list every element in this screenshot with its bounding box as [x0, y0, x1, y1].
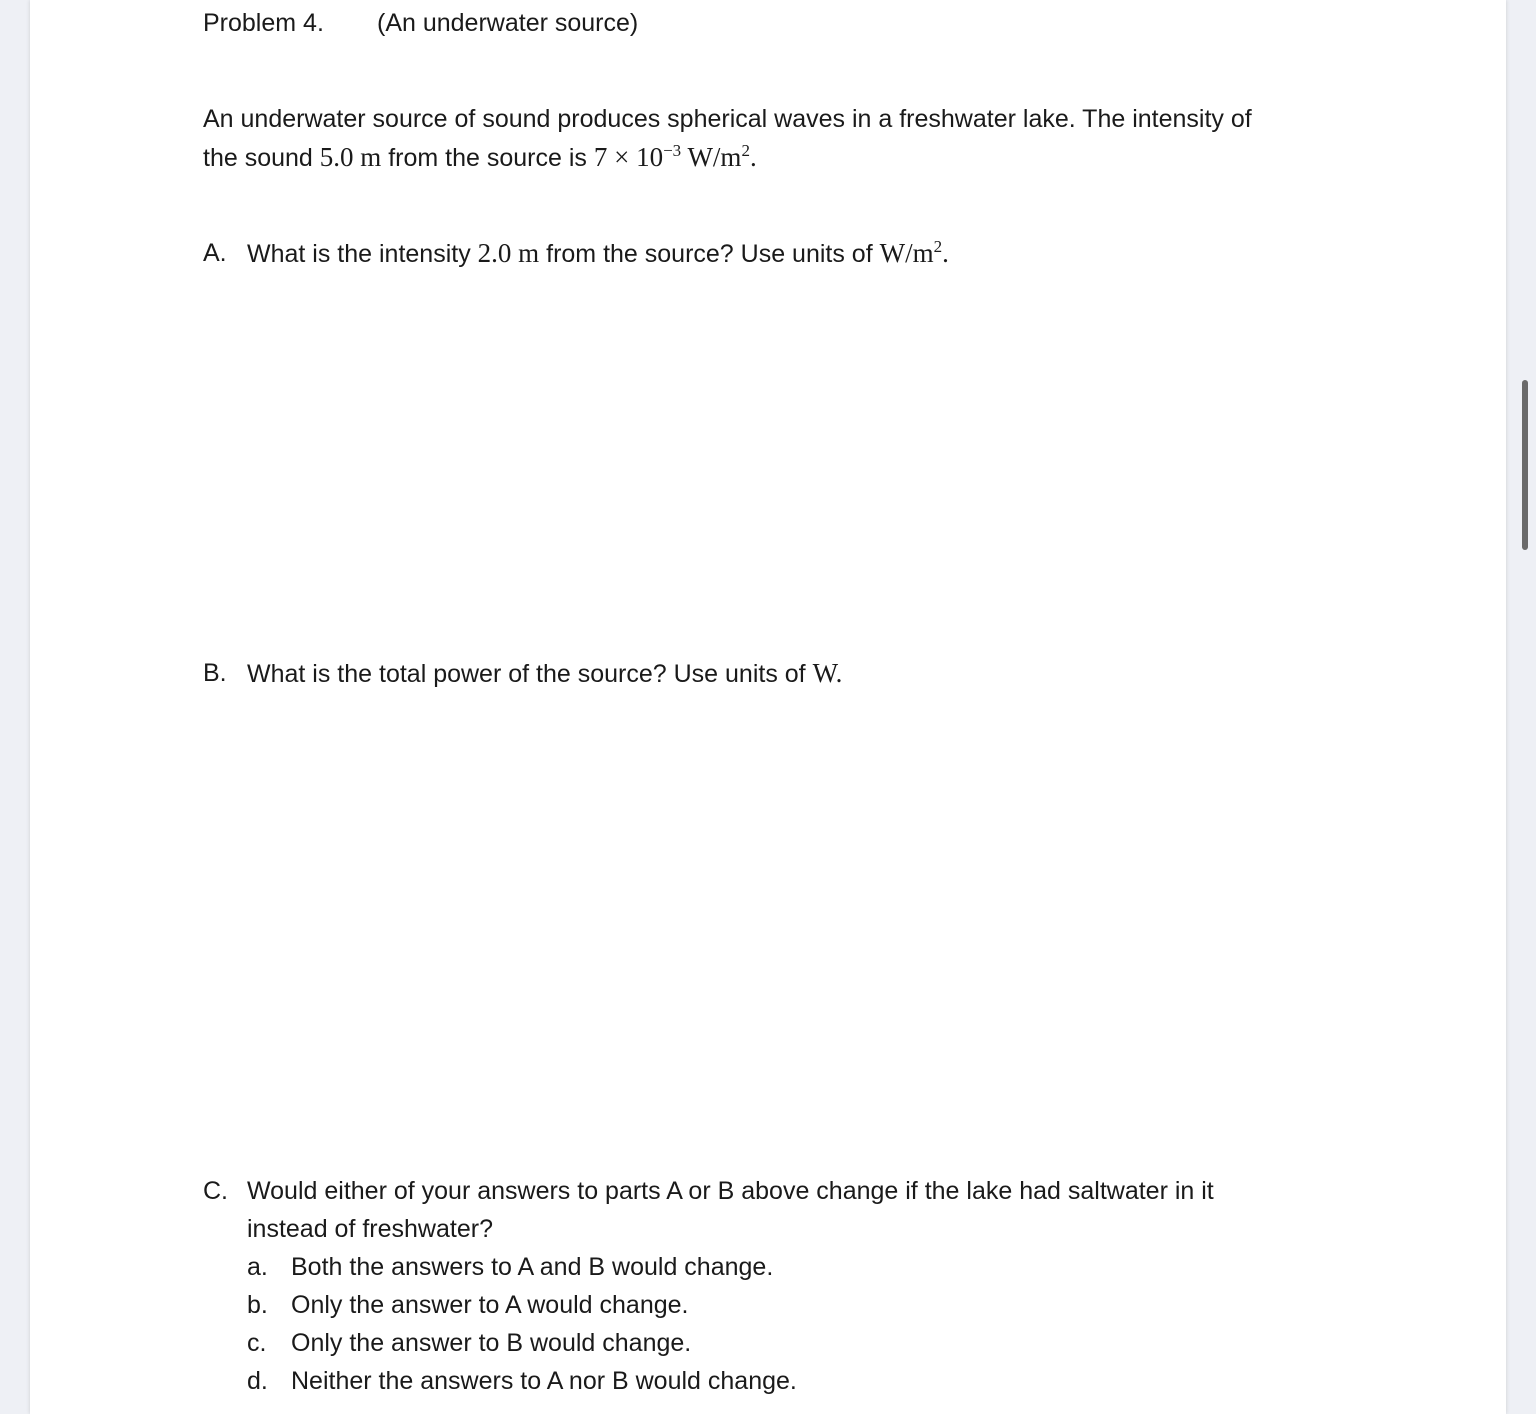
part-a-marker: A. [203, 239, 227, 267]
part-a-text: from the source? Use units of [539, 240, 880, 268]
option-a-text: Both the answers to A and B would change. [291, 1253, 774, 1281]
part-b-unit [813, 658, 843, 688]
part-c-line-2: instead of freshwater? [247, 1215, 493, 1243]
intro-text: from the source is [381, 144, 594, 172]
unit-exponent: 2 [933, 237, 943, 256]
intensity-mantissa: 7 × 10 [593, 142, 664, 172]
intro-distance: 5.0 m [319, 142, 382, 172]
part-a-text: What is the intensity [247, 240, 478, 268]
intensity-unit: W/m [681, 142, 742, 172]
intro-line-2 [203, 142, 757, 173]
problem-title: (An underwater source) [377, 9, 639, 37]
intro-text: the sound [203, 144, 320, 172]
problem-label: Problem 4. [203, 9, 324, 37]
part-b-text: What is the total power of the source? Use units of [247, 660, 813, 688]
option-b-text: Only the answer to A would change. [291, 1291, 689, 1319]
option-c-text: Only the answer to B would change. [291, 1329, 692, 1357]
period: . [942, 238, 949, 268]
part-b-question [247, 658, 842, 689]
document-content [30, 0, 1506, 1414]
option-b-marker: b. [247, 1291, 268, 1319]
intro-line-1: An underwater source of sound produces spherical waves in a freshwater lake. The intensity of [203, 105, 1252, 133]
intro-intensity-value [594, 142, 757, 172]
period: . [835, 658, 843, 688]
part-b-marker: B. [203, 659, 227, 687]
part-c-line-1: Would either of your answers to parts A or B above change if the lake had saltwater in it [247, 1177, 1214, 1205]
unit-text: W [812, 658, 836, 688]
option-d-marker: d. [247, 1367, 268, 1395]
part-a-question [247, 238, 949, 269]
intro-period: . [749, 142, 757, 172]
part-a-distance: 2.0 m [477, 238, 540, 268]
vertical-scrollbar[interactable] [1522, 380, 1528, 550]
option-c-marker: c. [247, 1329, 267, 1357]
document-page [30, 0, 1506, 1414]
part-c-marker: C. [203, 1177, 228, 1205]
unit-text: W/m [879, 238, 934, 268]
option-d-text: Neither the answers to A nor B would change. [291, 1367, 797, 1395]
option-a-marker: a. [247, 1253, 268, 1281]
part-a-unit [880, 238, 949, 268]
intensity-exponent: −3 [663, 141, 682, 160]
intensity-unit-exponent: 2 [741, 141, 750, 160]
